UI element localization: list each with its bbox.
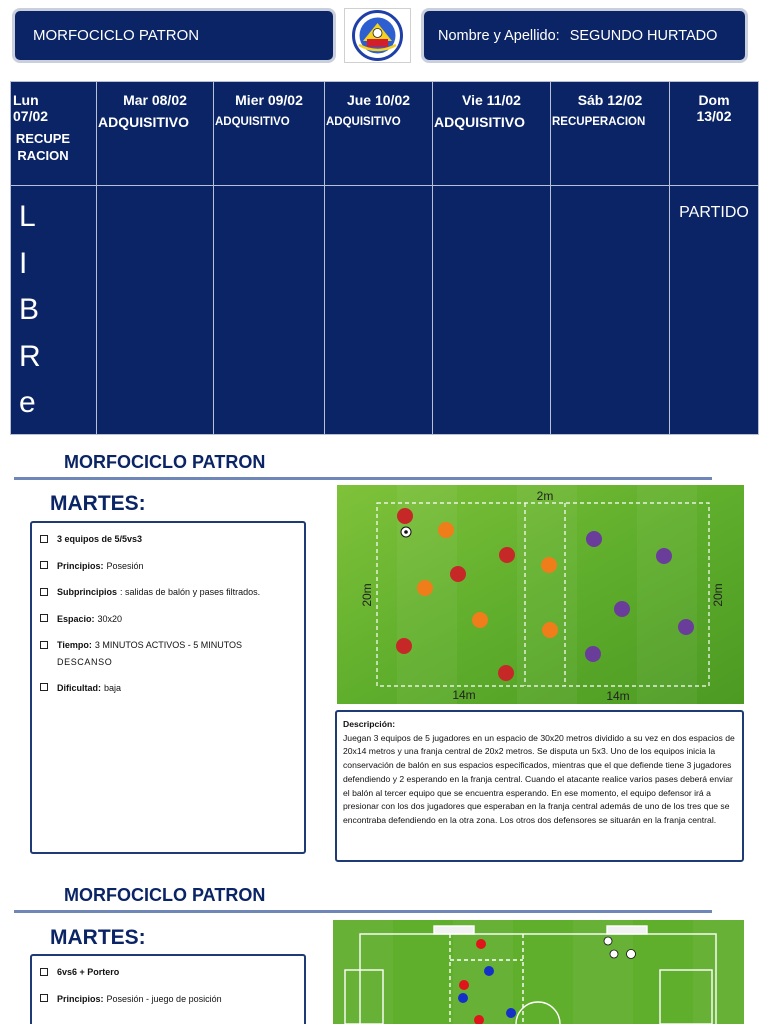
session-day-title: MARTES: <box>50 926 146 949</box>
name-label: Nombre y Apellido: <box>438 27 560 44</box>
day-date: Mar 08/02 <box>123 92 187 108</box>
goalkeeper-icon <box>627 950 636 959</box>
session-info-box <box>30 954 306 1024</box>
club-logo <box>344 8 411 63</box>
description-box <box>335 710 744 862</box>
pitch-diagram <box>333 920 744 1024</box>
info-item: Dificultad: baja <box>40 683 304 693</box>
day-date: Lun 07/02 <box>13 92 49 124</box>
content-cell-dom <box>670 186 759 435</box>
info-item: Principios: Posesión <box>40 561 304 571</box>
content-cell-mier <box>214 186 325 435</box>
day-date: Jue 10/02 <box>346 92 411 108</box>
section-divider <box>14 910 712 913</box>
checkbox-icon <box>40 535 48 543</box>
day-phase: RECUPE RACION <box>15 131 71 163</box>
info-item: Subprincipios : salidas de balón y pases filtrados. <box>40 587 304 597</box>
weekly-schedule-table <box>10 81 759 435</box>
checkbox-icon <box>40 641 48 649</box>
content-cell-mar <box>97 186 214 435</box>
day-cell-mier <box>214 82 325 186</box>
day-cell-mar <box>97 82 214 186</box>
day-phase: ADQUISITIVO <box>434 114 526 130</box>
info-item: 3 equipos de 5/5vs3 <box>40 534 304 544</box>
day-cell-lun <box>11 82 97 186</box>
day-cell-dom <box>670 82 759 186</box>
field-label-left: 20m <box>360 583 374 607</box>
day-phase: ADQUISITIVO <box>215 116 290 128</box>
checkbox-icon <box>40 968 48 976</box>
day-date: Vie 11/02 <box>462 92 521 108</box>
session-day-title: MARTES: <box>50 492 146 515</box>
header-title: MORFOCICLO PATRON <box>33 27 200 44</box>
checkbox-icon <box>40 683 48 691</box>
section-title: MORFOCICLO PATRON <box>64 452 266 472</box>
content-cell-lun <box>11 186 97 435</box>
ball-icon <box>401 527 411 537</box>
info-item: 6vs6 + Portero <box>40 967 304 977</box>
info-item: Principios: Posesión - juego de posición <box>40 994 304 1004</box>
day-cell-sab <box>551 82 670 186</box>
checkbox-icon <box>40 588 48 596</box>
libre-text: L I B R e <box>19 200 42 419</box>
checkbox-icon <box>40 561 48 569</box>
content-cell-sab <box>551 186 670 435</box>
description-title: Descripción: <box>343 719 396 729</box>
match-text: PARTIDO <box>679 204 749 221</box>
day-cell-vie <box>433 82 551 186</box>
day-phase: ADQUISITIVO <box>98 114 190 130</box>
day-phase: RECUPERACION <box>552 116 646 128</box>
field-label-bottom-left: 14m <box>452 688 476 702</box>
name-value: SEGUNDO HURTADO <box>569 27 718 44</box>
info-item-continued: DESCANSO <box>57 656 113 667</box>
info-item: Espacio: 30x20 <box>40 614 304 624</box>
description-text: Juegan 3 equipos de 5 jugadores en un espacio de 30x20 metros dividido a su vez en dos espacios de 20x14 metros y una franja central de 20x2 metros. Se disputa un 5x3. Uno de los equipos inicia la conservación de balón en sus espacios especificados, mientras que el que defiende tiene 3 jugadores defendiendo y 2 esperando en la franja central. Cuando el atacante realice varios pases deberá enviar el balón al tercer equipo que se encuentra esperando. En ese momento, el equipo defensor irá a presionar con los dos jugadores que esperaban en la franja central además de uno de los tres que se encontraba defendiendo en la otra zona. Los otros dos defensores se situarán en la franja central. <box>343 732 735 825</box>
schedule-section <box>0 0 768 434</box>
day-date: Mier 09/02 <box>235 92 303 108</box>
day-phase: ADQUISITIVO <box>326 116 401 128</box>
day-date: Dom 13/02 <box>696 92 732 124</box>
drill-field-diagram <box>337 485 744 704</box>
header-title-box <box>12 8 336 63</box>
player-name-box <box>421 8 748 63</box>
day-cell-jue <box>325 82 433 186</box>
info-item: Tiempo: 3 MINUTOS ACTIVOS - 5 MINUTOS <box>40 640 304 650</box>
content-cell-jue <box>325 186 433 435</box>
checkbox-icon <box>40 994 48 1002</box>
section-title: MORFOCICLO PATRON <box>64 885 266 905</box>
field-label-top: 2m <box>536 489 554 503</box>
field-label-bottom-right: 14m <box>606 689 630 703</box>
field-label-right: 20m <box>711 583 725 607</box>
session-info-box <box>30 521 306 854</box>
checkbox-icon <box>40 614 48 622</box>
day-date: Sáb 12/02 <box>577 92 643 108</box>
section-divider <box>14 477 712 480</box>
content-cell-vie <box>433 186 551 435</box>
